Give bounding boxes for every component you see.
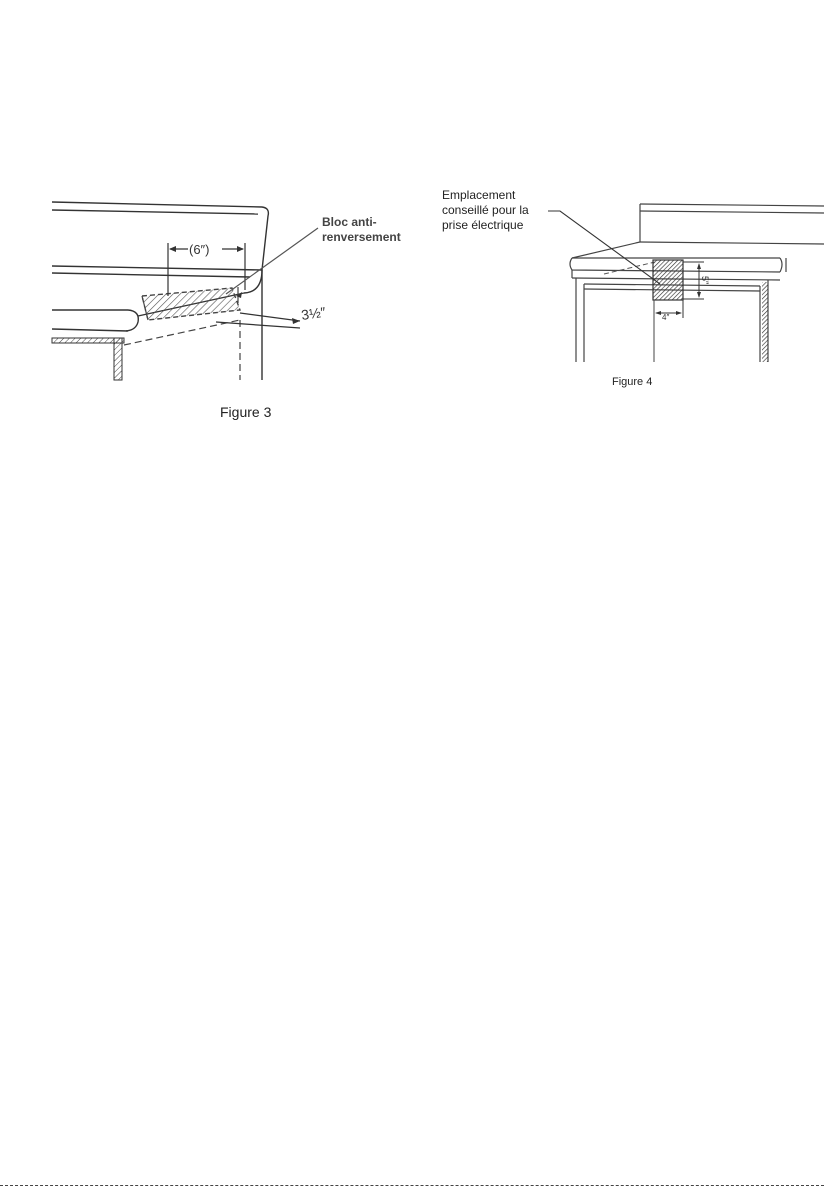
dim-3-5in-text: 3½″: [300, 303, 327, 323]
anti-tip-leader: [226, 228, 318, 294]
outlet-leader: [548, 211, 660, 284]
anti-tip-label-line1: Bloc anti-: [322, 215, 377, 229]
figure-4-caption: Figure 4: [612, 376, 653, 388]
outlet-label-line1: Emplacement: [442, 188, 516, 202]
dim-6in-text: (6″): [189, 242, 210, 257]
figure-3-drawing: [0, 0, 420, 400]
outlet-label-line3: prise électrique: [442, 218, 524, 232]
cabinet-wall: [52, 338, 124, 380]
outlet-label-line2: conseillé pour la: [442, 203, 529, 217]
range-backguard: [52, 202, 268, 380]
figure-3-caption: Figure 3: [220, 404, 272, 420]
page-bottom-rule: [0, 1185, 824, 1186]
anti-tip-label-line2: renversement: [322, 230, 401, 244]
construction-lines-4: [604, 262, 655, 274]
dim-4in-text: 4″: [662, 313, 670, 322]
range-backguard-4: [640, 204, 824, 244]
dim-3-5in-lines: [216, 313, 300, 328]
outlet-label: [442, 188, 529, 233]
cabinet-side-hatch: [762, 282, 768, 362]
anti-tip-label: [322, 215, 401, 245]
construction-lines: [124, 320, 240, 380]
outlet-location-zone: [653, 260, 683, 300]
anti-tip-block: [142, 287, 242, 320]
dim-5in-text: 5″: [700, 276, 710, 285]
